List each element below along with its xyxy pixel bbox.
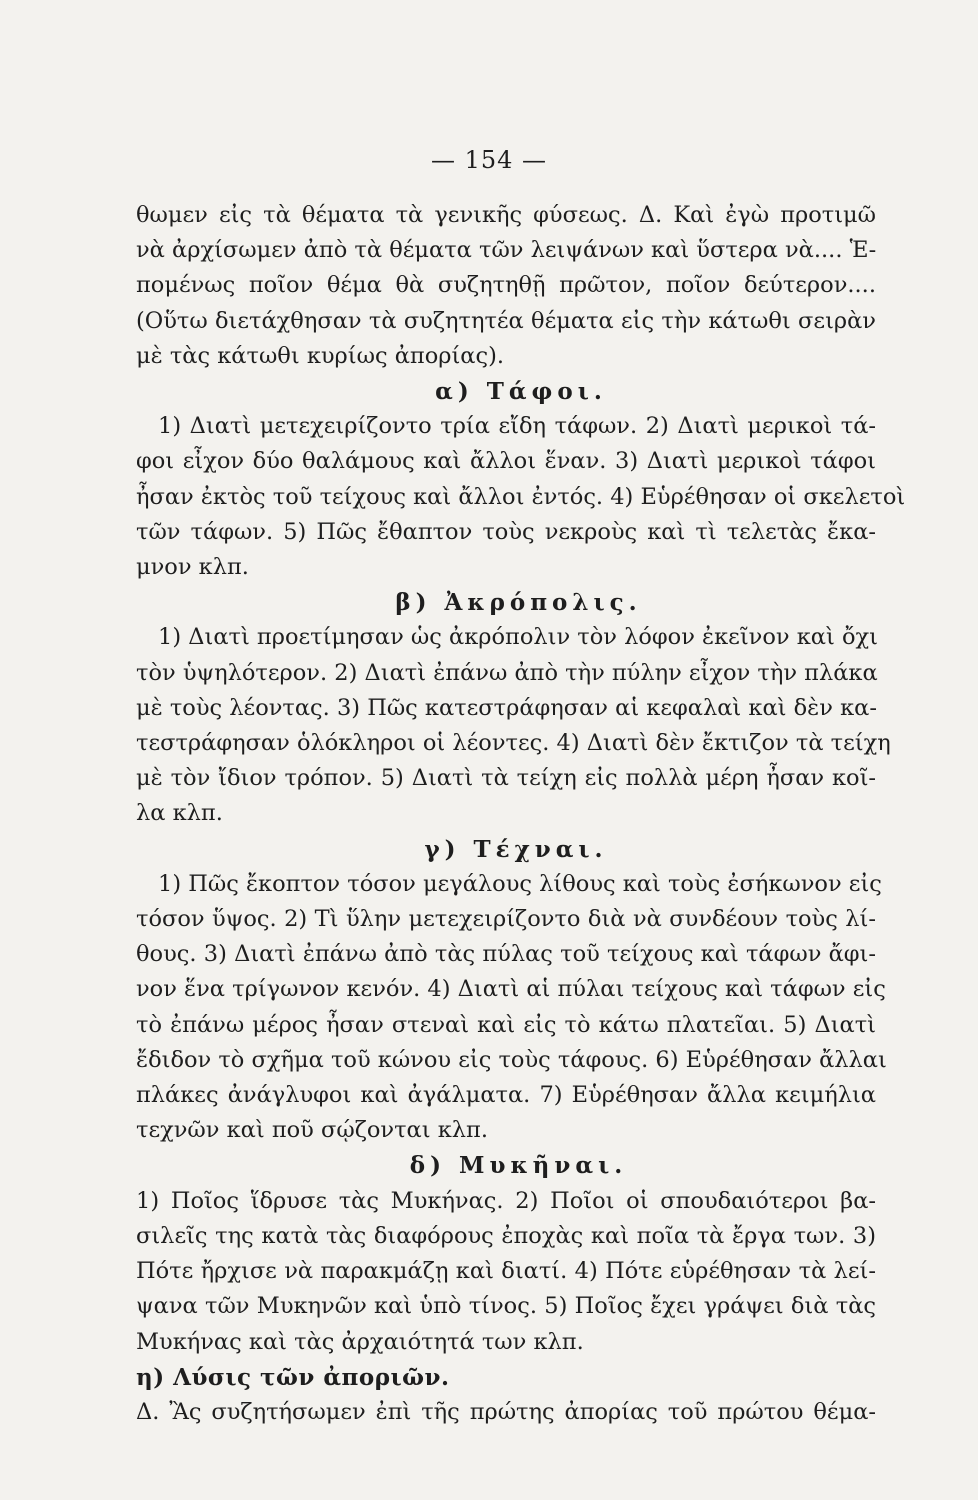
text-line: λα κλπ. [136,800,223,827]
page-number: — 154 — [430,146,548,174]
text-line: τὸ ἐπάνω μέρος ἦσαν στεναὶ καὶ εἰς τὸ κάτω πλατεῖαι. 5) Διατὶ [136,1011,876,1038]
text-line: τεστράφησαν ὁλόκληροι οἱ λέοντες. 4) Διατὶ δὲν ἔκτιζον τὰ τείχη [136,730,891,757]
section-heading-lysis: η) Λύσις τῶν ἀποριῶν. [136,1363,450,1391]
section-heading-mykinai: δ) Μυκῆναι. [409,1152,628,1180]
text-line: ψανα τῶν Μυκηνῶν καὶ ὑπὸ τίνος. 5) Ποῖος ἔχει γράψει διὰ τὰς [136,1293,876,1320]
text-line: (Οὕτω διετάχθησαν τὰ συζητητέα θέματα εἰς τὴν κάτωθι σειρὰν [136,307,876,334]
text-line: θους. 3) Διατὶ ἐπάνω ἀπὸ τὰς πύλας τοῦ τείχους καὶ τάφων ἄφι- [136,941,876,968]
text-line: μνον κλπ. [136,554,249,581]
text-line: Πότε ἤρχισε νὰ παρακμάζῃ καὶ διατί. 4) Πότε εὑρέθησαν τὰ λεί- [136,1258,876,1285]
text-line: 1) Πῶς ἔκοπτον τόσον μεγάλους λίθους καὶ τοὺς ἐσήκωνον εἰς [158,870,882,897]
text-line: 1) Διατὶ μετεχειρίζοντο τρία εἴδη τάφων. 2) Διατὶ μερικοὶ τά- [158,413,876,440]
text-line: νὰ ἀρχίσωμεν ἀπὸ τὰ θέματα τῶν λειψάνων καὶ ὕστερα νὰ.... Ἑ- [136,237,877,264]
text-line: νον ἕνα τρίγωνον κενόν. 4) Διατὶ αἱ πύλαι τείχους καὶ τάφων εἰς [136,976,886,1003]
text-line: μὲ τοὺς λέοντας. 3) Πῶς κατεστράφησαν αἱ κεφαλαὶ καὶ δὲν κα- [136,694,877,721]
section-heading-tafoi: α) Τάφοι. [435,378,607,406]
text-line: ἦσαν ἐκτὸς τοῦ τείχους καὶ ἄλλοι ἐντός. 4) Εὑρέθησαν οἱ σκελετοὶ [136,483,906,510]
text-line: μὲ τὸν ἴδιον τρόπον. 5) Διατὶ τὰ τείχη εἰς πολλὰ μέρη ἦσαν κοῖ- [136,765,876,792]
text-line: τόσον ὕψος. 2) Τὶ ὕλην μετεχειρίζοντο διὰ νὰ συνδέουν τοὺς λί- [136,906,876,933]
text-line: πλάκες ἀνάγλυφοι καὶ ἀγάλματα. 7) Εὑρέθησαν ἄλλα κειμήλια [136,1082,876,1109]
page-body [136,198,906,1430]
text-line: θωμεν εἰς τὰ θέματα τὰ γενικῆς φύσεως. Δ. Καὶ ἐγὼ προτιμῶ [136,202,876,228]
text-line: τὸν ὑψηλότερον. 2) Διατὶ ἐπάνω ἀπὸ τὴν πύλην εἶχον τὴν πλάκα [136,659,878,686]
text-line: μὲ τὰς κάτωθι κυρίως ἀπορίας). [136,342,505,369]
text-line: 1) Ποῖος ἵδρυσε τὰς Μυκήνας. 2) Ποῖοι οἱ σπουδαιότεροι βα- [136,1187,876,1214]
text-line: τῶν τάφων. 5) Πῶς ἔθαπτον τοὺς νεκροὺς καὶ τὶ τελετὰς ἔκα- [136,518,876,545]
text-line: πομένως ποῖον θέμα θὰ συζητηθῇ πρῶτον, ποῖον δεύτερον.... [136,272,876,299]
text-line: Δ. Ἂς συζητήσωμεν ἐπὶ τῆς πρώτης ἀπορίας τοῦ πρώτου θέμα- [136,1398,876,1425]
section-heading-technai: γ) Τέχναι. [424,835,608,863]
section-heading-akropolis: β) Ἀκρόπολις. [395,589,642,617]
text-line: φοι εἶχον δύο θαλάμους καὶ ἄλλοι ἕναν. 3) Διατὶ μερικοὶ τάφοι [136,448,876,475]
text-line: 1) Διατὶ προετίμησαν ὡς ἀκρόπολιν τὸν λόφον ἐκεῖνον καὶ ὄχι [158,624,878,651]
text-line: Μυκήνας καὶ τὰς ἀρχαιότητά των κλπ. [136,1328,584,1355]
text-line: ἔδιδον τὸ σχῆμα τοῦ κώνου εἰς τοὺς τάφους. 6) Εὑρέθησαν ἄλλαι [136,1046,887,1073]
text-line: σιλεῖς της κατὰ τὰς διαφόρους ἐποχὰς καὶ ποῖα τὰ ἔργα των. 3) [136,1222,876,1249]
text-line: τεχνῶν καὶ ποῦ σῴζονται κλπ. [136,1117,488,1144]
